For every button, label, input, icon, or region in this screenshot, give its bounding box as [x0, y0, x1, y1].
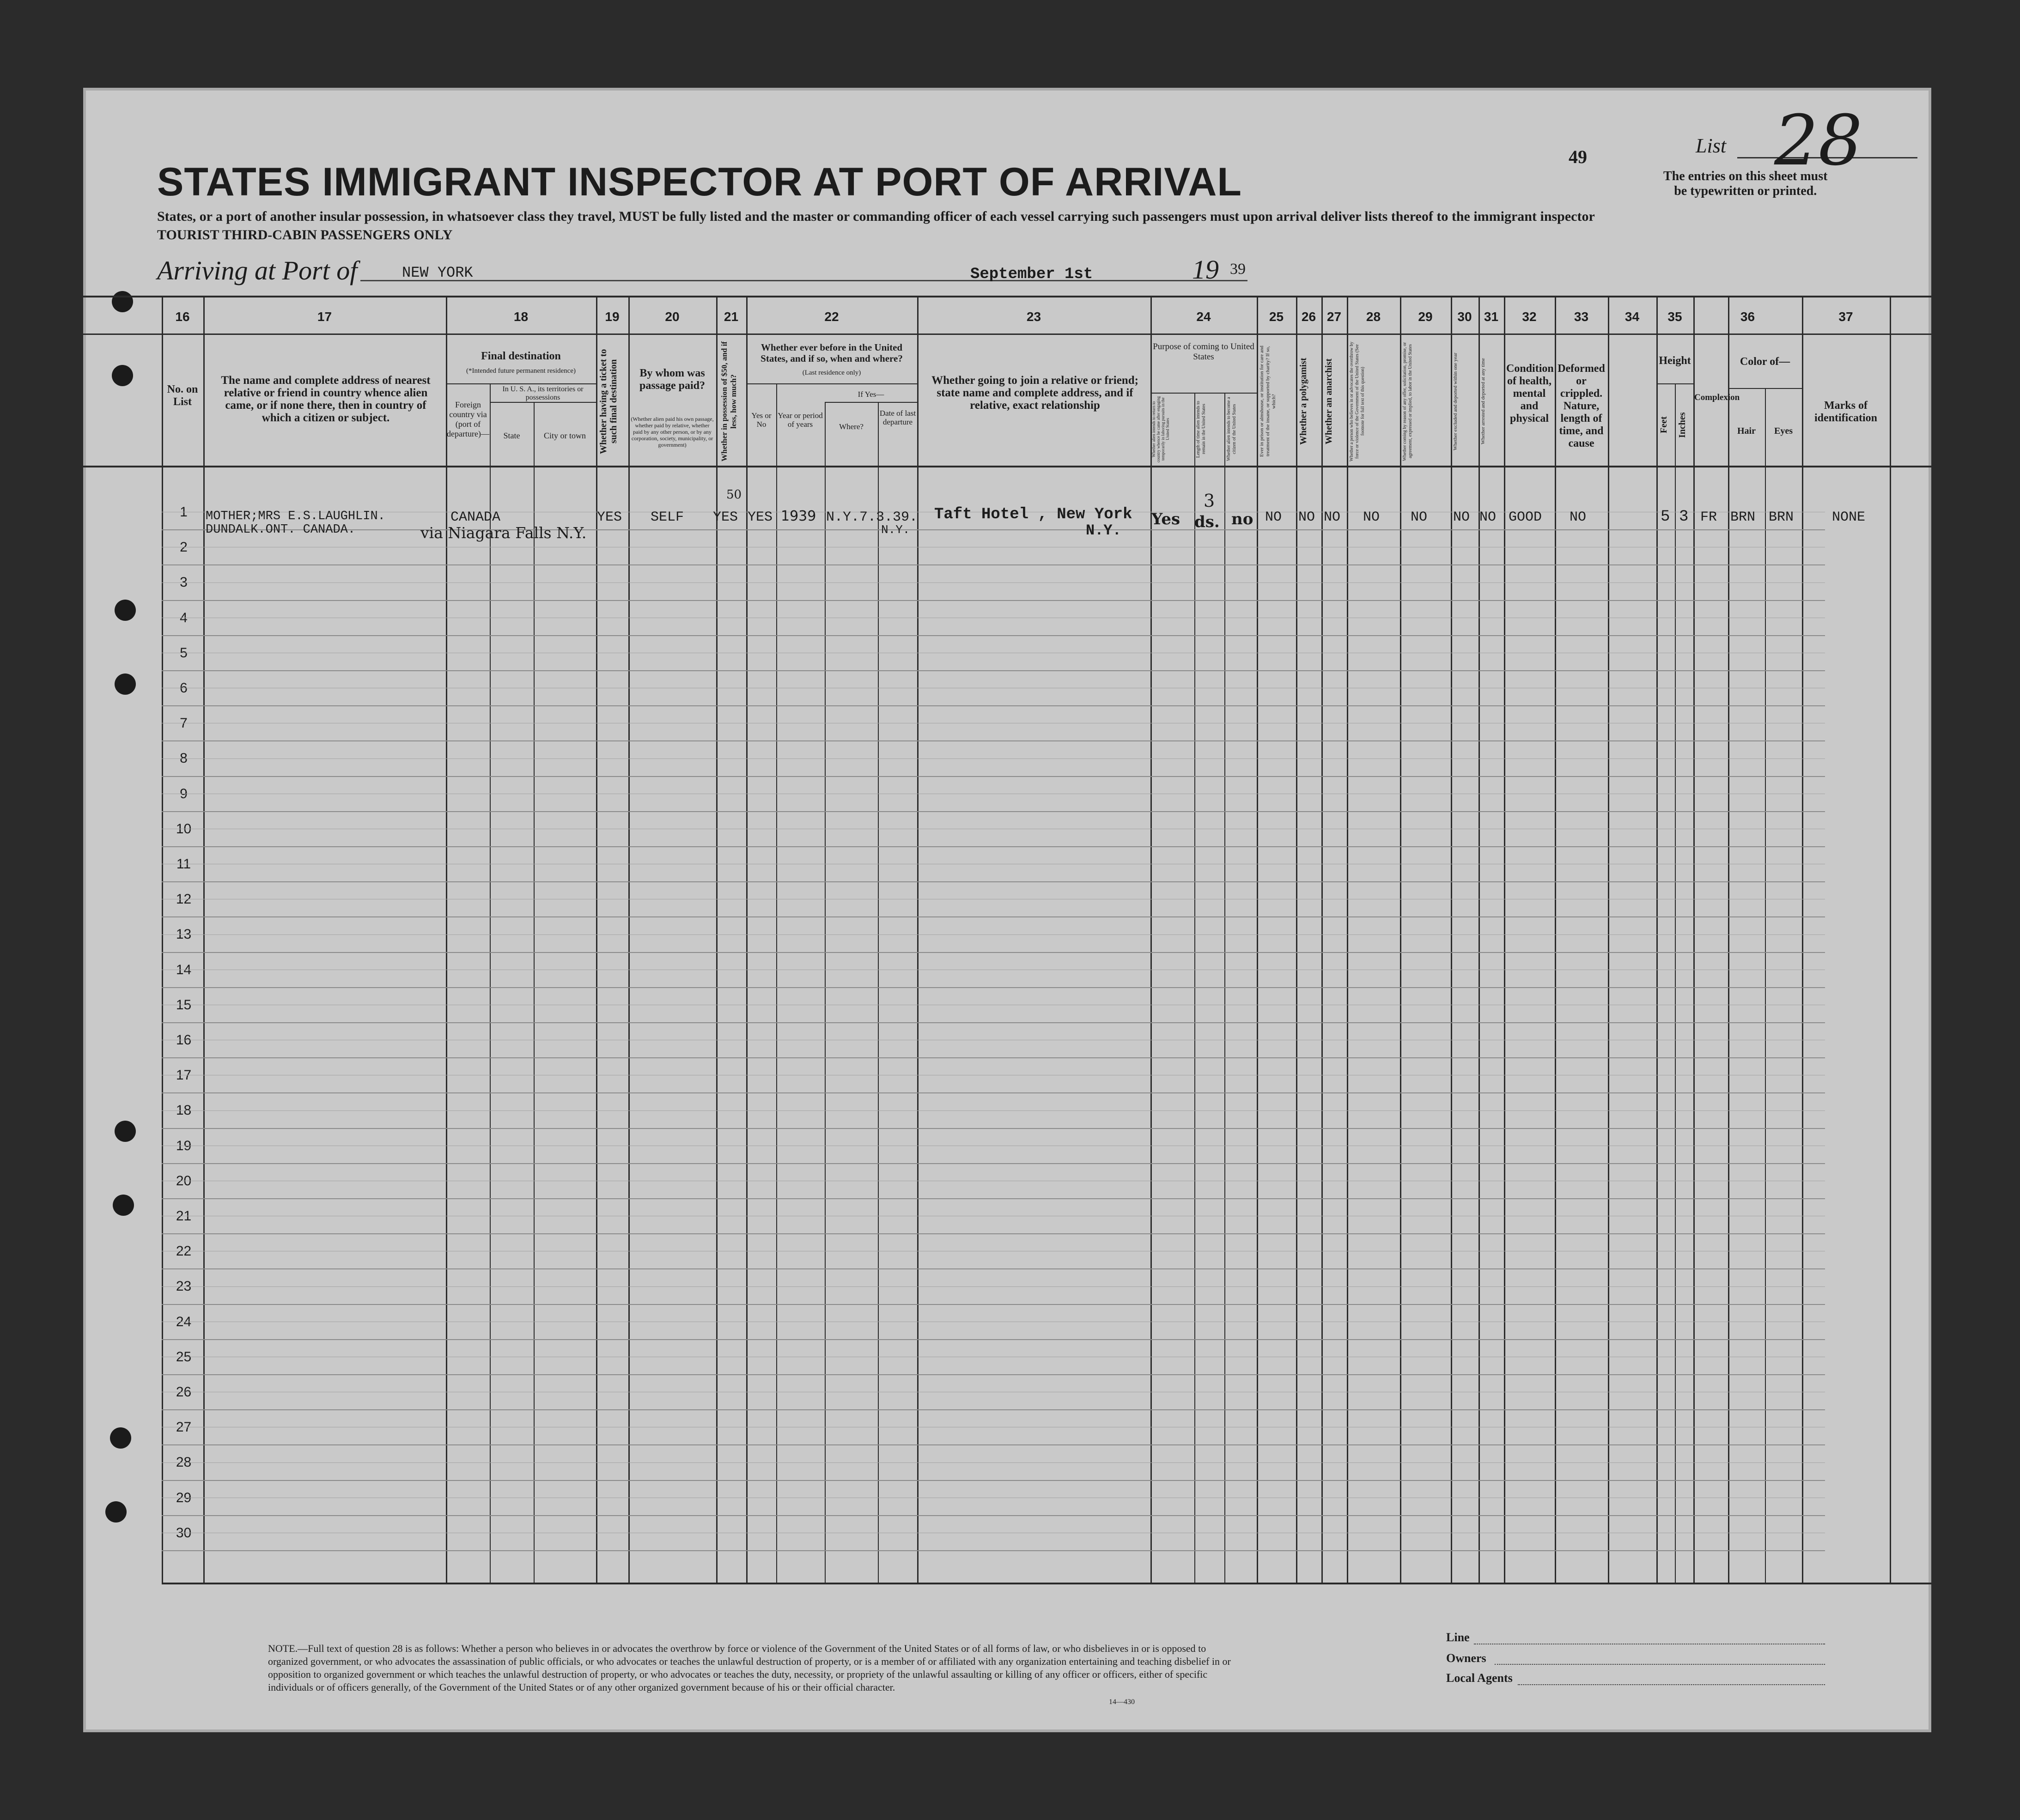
subheader-line	[1150, 393, 1257, 394]
row-number: 20	[176, 1173, 192, 1189]
punch-hole	[105, 1501, 127, 1523]
row-number: 11	[176, 856, 191, 872]
entry-deformed: NO	[1570, 510, 1587, 525]
line-label: Line	[1446, 1631, 1470, 1644]
row-line	[162, 1268, 1825, 1269]
row-line	[162, 1128, 1825, 1129]
entry-overthrow: NO	[1363, 510, 1380, 525]
colnum: 30	[1457, 309, 1472, 324]
punch-hole	[115, 1121, 136, 1142]
row-number: 2	[180, 540, 188, 555]
colnum: 33	[1574, 309, 1589, 324]
header-height: Height	[1659, 355, 1691, 367]
entry-last-departure-place: N.Y.	[881, 523, 910, 537]
col-divider	[1478, 296, 1480, 1583]
col-divider	[1451, 296, 1452, 1583]
row-number: 21	[176, 1208, 192, 1224]
colnum: 26	[1301, 309, 1316, 324]
colnum: 19	[605, 309, 620, 324]
form-number: 14—430	[1109, 1698, 1135, 1706]
header-state: State	[503, 431, 520, 440]
header-arrested: Whether arrested and deported at any time	[1480, 358, 1486, 445]
header-if-yes: If Yes—	[858, 390, 884, 399]
table-bottom-line	[162, 1583, 1931, 1584]
entry-arrested: NO	[1479, 510, 1497, 525]
header-before-us-sub: (Last residence only)	[802, 369, 861, 376]
header-purpose: Purpose of coming to United States	[1153, 342, 1254, 362]
colnum: 18	[513, 309, 529, 324]
row-number: 9	[180, 786, 188, 801]
punch-hole	[112, 291, 133, 312]
row-line	[162, 811, 1825, 812]
colnum: 35	[1667, 309, 1682, 324]
colnum: 25	[1269, 309, 1284, 324]
col-divider	[1693, 296, 1695, 1583]
entry-relative-line1: MOTHER;MRS E.S.LAUGHLIN.	[206, 510, 385, 523]
row-number: 1	[180, 504, 188, 520]
col-divider	[534, 402, 535, 1583]
row-number: 28	[176, 1455, 192, 1470]
footnote: NOTE.—Full text of question 28 is as follows: Whether a person who believes in or advocates the overthrow by force or violence of the Government of the United States or of all forms of law, or who disbelieves in or is opposed to organized government, or who advocates the assassination of public officials, or who advocates or teaches the unlawful destruction of property, or is a member of or affiliated with any organization entertaining and teaching disbelief in or opposition to organized government or which teaches the unlawful destruction of property, or who advocates or teaches the duty, necessity, or propriety of the unlawful assaulting or killing of any officer or officers, either of specific individuals or of officers generally, of the Government of the United States or of any other organized government because of his or their official character.	[268, 1643, 1231, 1693]
list-number: 28	[1774, 101, 1862, 181]
col-divider	[1675, 383, 1676, 1583]
header-purpose-citizen: Whether alien intends to become a citizen of the United States	[1226, 397, 1237, 461]
row-line	[162, 600, 1825, 601]
header-joining-relative: Whether going to join a relative or friend; state name and complete address, and if relative, exact relationship	[931, 374, 1138, 412]
colnum: 22	[824, 309, 839, 324]
colnum: 16	[175, 309, 190, 324]
header-eyes: Eyes	[1774, 426, 1793, 436]
col-divider	[1257, 296, 1258, 1583]
entry-where: N.Y.	[826, 510, 860, 525]
entry-passage-paid: SELF	[651, 510, 684, 525]
punch-hole	[115, 600, 136, 621]
subheader-line	[746, 383, 917, 384]
header-bottom-line	[83, 466, 1931, 467]
col-divider	[1150, 296, 1152, 1583]
row-number: 7	[180, 716, 188, 731]
punch-hole	[112, 365, 133, 386]
row-number: 14	[176, 962, 192, 977]
entry-health: GOOD	[1509, 510, 1542, 525]
header-yes-no: Yes or No	[751, 411, 772, 429]
colnum: 29	[1418, 309, 1433, 324]
row-line	[162, 1444, 1825, 1445]
entry-polygamist: NO	[1298, 510, 1315, 525]
header-anarchist: Whether an anarchist	[1324, 358, 1334, 444]
colnum: 17	[317, 309, 332, 324]
row-line	[162, 529, 1825, 530]
header-last-departure: Date of last departure	[879, 409, 916, 426]
colnum: 28	[1366, 309, 1381, 324]
header-no-on-list: No. on List	[167, 383, 198, 408]
punch-hole	[110, 1427, 131, 1449]
entry-hair: BRN	[1730, 510, 1756, 525]
row-line	[162, 1163, 1825, 1164]
row-line	[162, 740, 1825, 741]
row-number: 15	[176, 997, 192, 1013]
entry-inches: 3	[1679, 508, 1689, 526]
header-color-of: Color of—	[1740, 356, 1790, 368]
header-year-period: Year or period of years	[778, 411, 823, 429]
col-divider	[596, 296, 597, 1583]
colnum: 34	[1625, 309, 1640, 324]
row-number: 22	[176, 1244, 192, 1259]
colnum: 27	[1326, 309, 1342, 324]
subheader-line	[490, 402, 596, 403]
agents-signature-line	[1518, 1684, 1825, 1685]
row-line	[162, 1092, 1825, 1093]
row-line	[162, 1339, 1825, 1340]
port-value: NEW YORK	[402, 264, 473, 281]
subheader-line	[825, 402, 917, 403]
header-prison: Ever in prison or almshouse, or institution for care and treatment of the insane, or supported by charity? If so, which?	[1259, 346, 1277, 457]
year-prefix: 19	[1192, 255, 1219, 285]
col-divider	[1296, 296, 1297, 1583]
row-number: 18	[176, 1103, 192, 1118]
col-divider	[162, 296, 163, 1583]
row-line	[162, 1515, 1825, 1516]
col-divider	[1728, 296, 1729, 1583]
col-divider	[1504, 296, 1505, 1583]
row-number: 19	[176, 1138, 192, 1153]
year-suffix: 39	[1230, 261, 1246, 278]
entry-relative-line2: DUNDALK.ONT. CANADA.	[206, 523, 356, 537]
row-number: 3	[180, 575, 188, 590]
list-label: List	[1696, 134, 1727, 157]
row-line	[162, 635, 1825, 636]
col-divider	[1400, 296, 1401, 1583]
header-overthrow: Whether a person who believes in or advocates the overthrow by force or violence of the Government of the United States (See footnote for full text of this question)	[1349, 341, 1365, 461]
row-number: 30	[176, 1525, 192, 1541]
row-guide-line	[162, 582, 1825, 583]
row-number: 17	[176, 1068, 192, 1083]
col-divider	[1347, 296, 1348, 1583]
row-line	[162, 670, 1825, 671]
colnum: 36	[1740, 309, 1755, 324]
row-line	[162, 846, 1825, 847]
subheader-line	[446, 383, 596, 384]
header-city: City or town	[543, 431, 586, 440]
col-divider	[490, 383, 491, 1583]
entry-joining-line2: N.Y.	[1086, 522, 1121, 539]
row-number: 27	[176, 1420, 192, 1435]
colnum: 24	[1196, 309, 1211, 324]
header-purpose-return: Whether alien intends to return to country whence he came after engaging temporarily in laboring pursuits in the United States	[1151, 396, 1170, 462]
col-divider	[1765, 388, 1766, 1583]
row-number: 25	[176, 1349, 192, 1365]
form-title: STATES IMMIGRANT INSPECTOR AT PORT OF ARRIVAL	[157, 160, 1242, 204]
row-number: 5	[180, 645, 188, 661]
subheader-line	[1728, 388, 1802, 389]
colnum: 23	[1026, 309, 1041, 324]
header-relative: The name and complete address of nearest relative or friend in country whence alien came, or if none there, then in country of which a citizen or subject.	[221, 374, 431, 424]
table-top-line	[83, 296, 1931, 297]
row-line	[162, 1022, 1825, 1023]
entry-offer: NO	[1411, 510, 1428, 525]
entry-prison: NO	[1265, 510, 1282, 525]
entry-foreign-country: CANADA	[450, 510, 501, 525]
entry-eyes: BRN	[1769, 510, 1794, 525]
entry-length-unit: ds.	[1194, 513, 1220, 531]
row-line	[162, 1550, 1825, 1551]
row-line	[162, 1233, 1825, 1234]
row-number: 26	[176, 1384, 192, 1400]
header-ticket: Whether having a ticket to such final destination	[598, 349, 619, 454]
row-number: 16	[176, 1032, 192, 1048]
header-feet: Feet	[1659, 416, 1669, 434]
col-divider	[628, 296, 630, 1583]
col-divider	[1802, 296, 1803, 1583]
entry-feet: 5	[1661, 508, 1670, 526]
passenger-class: TOURIST THIRD-CABIN PASSENGERS ONLY	[157, 227, 453, 243]
entry-via: via Niagara Falls N.Y.	[420, 524, 587, 542]
row-line	[162, 564, 1825, 565]
col-divider	[1890, 296, 1891, 1583]
row-line	[162, 1057, 1825, 1058]
row-number: 8	[180, 751, 188, 766]
header-before-us: Whether ever before in the United States, and if so, when and where?	[761, 342, 903, 364]
header-where: Where?	[839, 422, 864, 431]
entry-length-num: 3	[1204, 491, 1215, 511]
header-marks: Marks of identification	[1814, 400, 1877, 424]
row-line	[162, 1304, 1825, 1305]
entry-joining-line1: Taft Hotel , New York	[934, 506, 1132, 523]
arriving-label: Arriving at Port of	[157, 255, 358, 285]
row-guide-line	[162, 758, 1825, 759]
header-hair: Hair	[1737, 426, 1756, 436]
header-passage-paid: By whom was passage paid?	[639, 367, 706, 392]
row-number: 13	[176, 927, 192, 942]
row-line	[162, 1409, 1825, 1410]
header-foreign-country: Foreign country via (port of departure)—	[447, 400, 489, 438]
entry-anarchist: NO	[1324, 510, 1341, 525]
header-passage-paid-sub: (Whether alien paid his own passage, whether paid by relative, whether paid by any other person, or by any corporation, society, municipality, or government)	[631, 416, 714, 448]
col-divider	[1608, 296, 1609, 1583]
entries-note-line1: The entries on this sheet must	[1663, 169, 1828, 183]
row-number: 23	[176, 1279, 192, 1294]
entry-before-yes: YES	[748, 510, 773, 525]
row-line	[162, 1480, 1825, 1481]
row-line	[162, 776, 1825, 777]
colnum: 20	[665, 309, 680, 324]
row-number: 10	[176, 821, 192, 837]
colnum-line	[83, 334, 1931, 335]
entry-ticket: YES	[597, 510, 622, 525]
header-offer: Whether coming by reason of any offer, solicitation, promise, or agreement, expressed or implied, to labor in the United States	[1402, 342, 1413, 461]
col-divider	[917, 296, 919, 1583]
entry-citizen: no	[1231, 510, 1253, 528]
colnum: 21	[724, 309, 739, 324]
col-divider	[825, 402, 826, 1583]
header-fifty-dollars: Whether in possession of $50, and if less, how much?	[720, 341, 738, 461]
col-divider	[446, 296, 447, 1583]
subheader-line	[1656, 383, 1693, 384]
colnum: 31	[1484, 309, 1499, 324]
row-line	[162, 1374, 1825, 1375]
row-line	[162, 987, 1825, 988]
colnum: 32	[1522, 309, 1537, 324]
form-subtitle: States, or a port of another insular possession, in whatsoever class they travel, MUST be fully listed and the master or commanding officer of each vessel carrying such passengers must upon arrival deliver lists thereof to the immigrant inspector	[157, 209, 1595, 224]
colnum: 37	[1838, 309, 1853, 324]
stamp-number: 49	[1569, 146, 1587, 167]
row-number: 4	[180, 610, 188, 625]
entry-return: Yes	[1151, 510, 1180, 528]
row-guide-line	[162, 1110, 1825, 1111]
header-in-usa: In U. S. A., its territories or possessions	[502, 385, 584, 401]
entry-year: 1939	[781, 508, 816, 524]
entry-fifty-note: 50	[726, 488, 742, 502]
row-guide-line	[162, 1286, 1825, 1287]
agents-label: Local Agents	[1446, 1671, 1513, 1685]
row-line	[162, 1198, 1825, 1199]
header-excluded: Whether excluded and deported within one year	[1453, 352, 1458, 450]
row-number: 6	[180, 680, 188, 696]
entries-note-line2: be typewritten or printed.	[1674, 184, 1817, 198]
row-line	[162, 952, 1825, 953]
col-divider	[1555, 296, 1556, 1583]
entry-marks: NONE	[1832, 510, 1866, 525]
entry-fifty: YES	[713, 510, 738, 525]
row-guide-line	[162, 934, 1825, 935]
entry-complexion: FR	[1700, 510, 1717, 525]
owners-signature-line	[1495, 1664, 1825, 1665]
header-deformed: Deformed or crippled. Nature, length of time, and cause	[1558, 363, 1605, 449]
owners-label: Owners	[1446, 1651, 1486, 1665]
row-number: 24	[176, 1314, 192, 1329]
header-purpose-length: Length of time alien intends to remain in the United States	[1196, 400, 1206, 458]
row-number: 29	[176, 1490, 192, 1505]
col-divider	[716, 296, 718, 1583]
row-line	[162, 705, 1825, 706]
punch-hole	[115, 673, 136, 695]
header-final-destination: Final destination	[481, 350, 561, 362]
col-divider	[878, 402, 879, 1583]
col-divider	[203, 296, 205, 1583]
header-polygamist: Whether a polygamist	[1298, 358, 1308, 445]
entry-last-departure: 7.3.39.	[859, 510, 918, 525]
row-number: 12	[176, 892, 192, 907]
row-line	[162, 916, 1825, 917]
col-divider	[1321, 296, 1323, 1583]
header-final-destination-sub: (*Intended future permanent residence)	[466, 367, 576, 375]
row-line	[162, 881, 1825, 882]
header-inches: Inches	[1677, 412, 1687, 438]
punch-hole	[113, 1195, 134, 1216]
header-health: Condition of health, mental and physical	[1506, 363, 1554, 425]
entries-note	[1663, 169, 1827, 199]
header-complexion: Complexion	[1694, 393, 1740, 402]
row-guide-line	[162, 1462, 1825, 1463]
col-divider	[1656, 296, 1658, 1583]
arrival-date: September 1st	[970, 266, 1093, 283]
col-divider	[776, 383, 777, 1583]
manifest-sheet	[83, 88, 1931, 1732]
entry-excluded: NO	[1453, 510, 1470, 525]
col-divider	[746, 296, 748, 1583]
